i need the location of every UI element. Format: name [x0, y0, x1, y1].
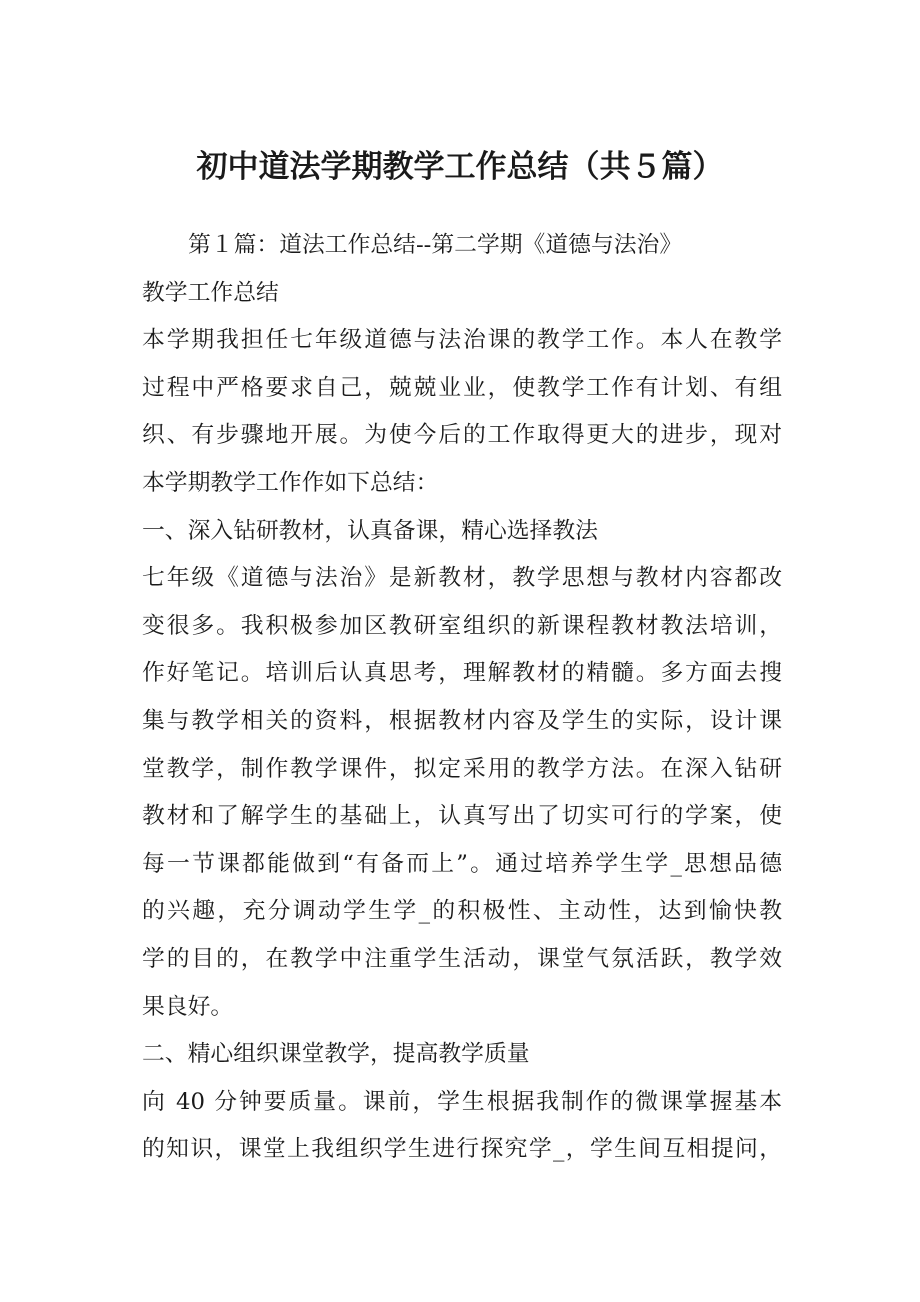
text-line: 本学期我担任七年级道德与法治课的教学工作。本人在教学: [142, 327, 782, 354]
text-line: 学的目的，在教学中注重学生活动，课堂气氛活跃，教学效: [142, 945, 782, 972]
text-line: 一、深入钻研教材，认真备课，精心选择教法: [142, 517, 598, 544]
text-line: 向 40 分钟要质量。课前，学生根据我制作的微课掌握基本: [142, 1088, 782, 1115]
text-line: 集与教学相关的资料，根据教材内容及学生的实际，设计课: [142, 707, 782, 734]
text-line: 每一节课都能做到“有备而上”。通过培养学生学_思想品德: [142, 850, 782, 877]
text-line: 的知识，课堂上我组织学生进行探究学_，学生间互相提问，: [142, 1136, 782, 1163]
text-line: 过程中严格要求自己，兢兢业业，使教学工作有计划、有组: [142, 374, 782, 401]
text-line: 七年级《道德与法治》是新教材，教学思想与教材内容都改: [142, 565, 782, 592]
text-line: 作好笔记。培训后认真思考，理解教材的精髓。多方面去搜: [142, 660, 782, 687]
section-heading: 第１篇：道法工作总结--第二学期《道德与法治》: [188, 232, 683, 258]
text-line: 本学期教学工作作如下总结：: [142, 469, 439, 496]
text-line: 变很多。我积极参加区教研室组织的新课程教材教法培训，: [142, 612, 782, 639]
text-line: 堂教学，制作教学课件，拟定采用的教学方法。在深入钻研: [142, 755, 782, 782]
text-line: 织、有步骤地开展。为使今后的工作取得更大的进步，现对: [142, 422, 782, 449]
text-line: 教材和了解学生的基础上，认真写出了切实可行的学案，使: [142, 803, 782, 830]
text-line: 二、精心组织课堂教学，提高教学质量: [142, 1041, 530, 1068]
document-body: [142, 222, 782, 1174]
text-line: 的兴趣，充分调动学生学_的积极性、主动性，达到愉快教: [142, 898, 782, 925]
document-title: 初中道法学期教学工作总结（共５篇）: [196, 149, 724, 185]
text-line: 教学工作总结: [142, 279, 279, 306]
text-line: 果良好。: [142, 993, 234, 1020]
